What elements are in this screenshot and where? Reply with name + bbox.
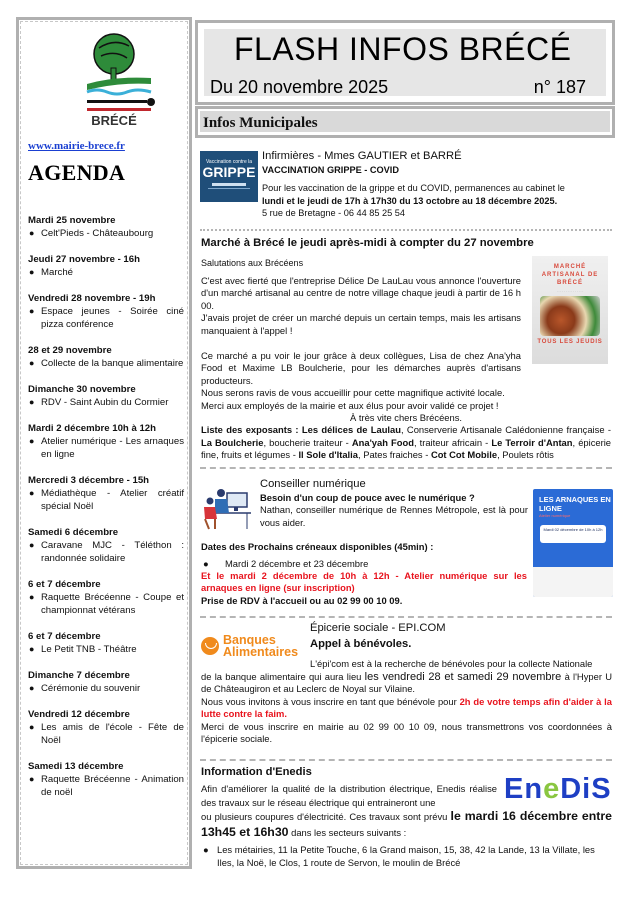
agenda-item <box>28 383 184 409</box>
bullet-icon: ● <box>203 558 209 569</box>
agenda-date: Vendredi 12 décembre <box>28 709 130 720</box>
brece-logo <box>59 28 169 128</box>
agenda-event: Cérémonie du souvenir <box>41 683 141 694</box>
agenda-sidebar <box>16 17 192 869</box>
agenda-title: AGENDA <box>28 160 126 185</box>
agenda-item <box>28 422 184 461</box>
food-photo <box>540 296 600 336</box>
agenda-event: Le Petit TNB - Théâtre <box>41 644 137 655</box>
arnaques-poster-image: LES ARNAQUES EN LIGNE Atelier numérique Mardi 02 décembre de 10h à 12h <box>533 489 613 597</box>
bullet-icon: ● <box>29 774 35 784</box>
numerique-atelier: Et le mardi 2 décembre de 10h à 12h - Atelier numérique sur les arnaques en ligne (sur inscription) <box>201 570 527 594</box>
epicerie-subtitle: Appel à bénévoles. <box>310 638 412 650</box>
divider <box>200 229 612 231</box>
agenda-date: Mardi 2 décembre 10h à 12h <box>28 423 156 434</box>
agenda-list <box>28 214 184 812</box>
agenda-date: Dimanche 7 décembre <box>28 670 130 681</box>
section-title: Infos Municipales <box>203 115 318 131</box>
enedis-logo: EneDiS <box>504 773 612 805</box>
bullet-icon: ● <box>29 228 35 238</box>
numerique-title: Conseiller numérique <box>260 478 366 490</box>
agenda-date: Dimanche 30 novembre <box>28 384 136 395</box>
agenda-item <box>28 214 184 240</box>
bullet-icon: ● <box>29 592 35 602</box>
agenda-item <box>28 526 184 565</box>
agenda-item <box>28 708 184 747</box>
bullet-icon: ● <box>29 683 35 693</box>
agenda-event: RDV - Saint Aubin du Cormier <box>41 397 169 408</box>
enedis-sectors: ● Les métairies, 11 la Petite Touche, 6 la Grand maison, 15, 38, 42 la Lande, 13 la Villate, les Iles, la Noë, le Clos, 1 route de Servon, le moulin de Brécé <box>203 844 595 868</box>
agenda-item <box>28 630 184 656</box>
bullet-icon: ● <box>29 267 35 277</box>
marche-poster-image: MARCHÉ ARTISANAL DE BRÉCÉ · · · · · · · · · · · · · · · TOUS LES JEUDIS <box>532 256 608 364</box>
marche-title: Marché à Brécé le jeudi après-midi à compter du 27 novembre <box>201 237 534 249</box>
newsletter-header <box>195 20 615 105</box>
agenda-event: Raquette Brécéenne - Animation de noël <box>41 774 184 798</box>
numerique-date-item: ● Mardi 2 décembre et 23 décembre <box>203 558 369 569</box>
agenda-item <box>28 344 184 370</box>
exposants-list: Liste des exposants : Les délices de Laulau, Conserverie Artisanale Calédonienne française - La Boulcherie, boucherie traiteur - Ana'yah Food, traiteur africain - Le Terroir d'Antan, épicerie fine, fruits et légumes - Il Sole d'Italia, Pates fraiches - Cot Cot Mobile, Poulets rôtis <box>201 424 612 461</box>
agenda-event: Marché <box>41 267 73 278</box>
bullet-icon: ● <box>203 844 209 855</box>
bullet-icon: ● <box>29 540 35 550</box>
banques-alimentaires-logo: Banques Alimentaires <box>201 631 303 661</box>
enedis-text: Afin d'améliorer la qualité de la distribution électrique, Enedis réalise des travaux sur le réseau électrique qui entraineront une <box>201 783 497 808</box>
agenda-event: Médiathèque - Atelier créatif spécial Noël <box>41 488 184 512</box>
marche-text: C'est avec fierté que l'entreprise Délice De LauLau vous annonce l'ouverture d'un marché artisanal au centre de notre village chaque jeudi à partir de 16 h 00. J'avais projet de créer un marché depuis un certain temps, mais les artisans manquaient à l'appel ! <box>201 275 521 336</box>
agenda-item <box>28 669 184 695</box>
divider <box>200 616 612 618</box>
bullet-icon: ● <box>29 397 35 407</box>
bullet-icon: ● <box>29 436 35 446</box>
agenda-date: Mercredi 3 décembre - 15h <box>28 475 150 486</box>
bullet-icon: ● <box>29 306 35 316</box>
epicerie-text: de la banque alimentaire qui aura lieu les vendredi 28 et samedi 29 novembre à l'Hyper U de Châteaugiron et au Leclerc de Noyal sur Vilaine. Nous vous invitons à vous inscrire en tant que bénévole pour 2h de votre temps afin d'aider à la lutte contre la faim. Merci de vous inscrire en mairie au 02 99 00 10 09, nous transmettrons vos coordonnées à l'épicerie sociale. <box>201 671 612 745</box>
vaccination-title: Infirmières - Mmes GAUTIER et BARRÉ <box>262 150 462 162</box>
agenda-date: 6 et 7 décembre <box>28 631 101 642</box>
agenda-date: Vendredi 28 novembre - 19h <box>28 293 156 304</box>
enedis-title: Information d'Enedis <box>201 766 312 778</box>
agenda-event: Atelier numérique - Les arnaques en ligne <box>41 436 184 460</box>
agenda-item <box>28 474 184 513</box>
bullet-icon: ● <box>29 358 35 368</box>
agenda-date: 6 et 7 décembre <box>28 579 101 590</box>
issue-number: n° 187 <box>533 77 586 97</box>
page-title: FLASH INFOS BRÉCÉ <box>234 31 572 67</box>
agenda-item <box>28 292 184 331</box>
agenda-item <box>28 253 184 279</box>
agenda-item <box>28 578 184 617</box>
computer-users-illustration <box>201 487 253 531</box>
numerique-rdv: Prise de RDV à l'accueil ou au 02 99 00 10 09. <box>201 595 403 606</box>
syringe-icon <box>212 183 246 186</box>
agenda-event: Espace jeunes - Soirée ciné pizza conférence <box>41 306 184 330</box>
enedis-schedule: ou plusieurs coupures d'électricité. Ces travaux sont prévu le mardi 16 décembre entre 13h45 et 16h30 dans les secteurs suivants : <box>201 809 612 839</box>
section-header <box>195 106 615 138</box>
website-link[interactable]: www.mairie-brece.fr <box>28 140 125 152</box>
agenda-date: Samedi 6 décembre <box>28 527 119 538</box>
agenda-event: Caravane MJC - Téléthon : randonnée solidaire <box>41 540 184 564</box>
agenda-date: Jeudi 27 novembre - 16h <box>28 254 140 265</box>
agenda-event: Collecte de la banque alimentaire <box>41 358 184 369</box>
agenda-event: Les amis de l'école - Fête de Noël <box>41 722 184 746</box>
epicerie-title: Épicerie sociale - EPI.COM <box>310 622 446 634</box>
agenda-date: 28 et 29 novembre <box>28 345 112 356</box>
vaccination-subtitle: VACCINATION GRIPPE - COVID <box>262 165 399 175</box>
marche-greeting: Salutations aux Brécéens <box>201 258 304 268</box>
bullet-icon: ● <box>29 722 35 732</box>
svg-text:BRÉCÉ: BRÉCÉ <box>91 113 137 128</box>
bullet-icon: ● <box>29 488 35 498</box>
grippe-vaccination-image: Vaccination contre la GRIPPE <box>200 151 258 202</box>
agenda-date: Samedi 13 décembre <box>28 761 124 772</box>
numerique-dates-label: Dates des Prochains créneaux disponibles (45min) : <box>201 541 434 552</box>
agenda-date: Mardi 25 novembre <box>28 215 116 226</box>
divider <box>200 759 612 761</box>
divider <box>200 467 612 469</box>
numerique-intro: Besoin d'un coup de pouce avec le numérique ? Nathan, conseiller numérique de Rennes Métropole, est là pour vous aider. <box>260 492 528 528</box>
epicerie-text-start: L'épi'com est à la recherche de bénévoles pour la collecte Nationale <box>310 658 593 669</box>
issue-date: Du 20 novembre 2025 <box>210 77 389 97</box>
bullet-icon: ● <box>29 644 35 654</box>
agenda-event: Raquette Brécéenne - Coupe et championnat vétérans <box>41 592 184 616</box>
agenda-event: Celt'Pieds - Châteaubourg <box>41 228 154 239</box>
vaccination-text: Pour les vaccination de la grippe et du COVID, permanences au cabinet le lundi et le jeudi de 17h à 17h30 du 13 octobre au 18 décembre 2025. 5 rue de Bretagne - 06 44 85 25 54 <box>262 183 565 218</box>
marche-text-cont: Ce marché a pu voir le jour grâce à deux collègues, Lisa de chez Ana'yha Food et Maxime LB Boulcherie, pour les démarches auprès d'artisans producteurs. Nous serons ravis de vous accueillir pour cette magnifique activité locale. Merci aux employés de la mairie et aux élus pour avoir validé ce projet ! À très vite chers Brécéens. Liste des exposants : Les délices de Laulau, Conserverie Artisanale Calédonienne française - La Boulcherie, boucherie traiteur - Ana'yah Food, traiteur africain - Le Terroir d'Antan, épicerie fine, fruits et légumes - Il Sole d'Italia, Pates fraiches - Cot Cot Mobile, Poulets rôtis <box>201 350 612 461</box>
smile-icon <box>201 637 219 655</box>
agenda-item <box>28 760 184 799</box>
